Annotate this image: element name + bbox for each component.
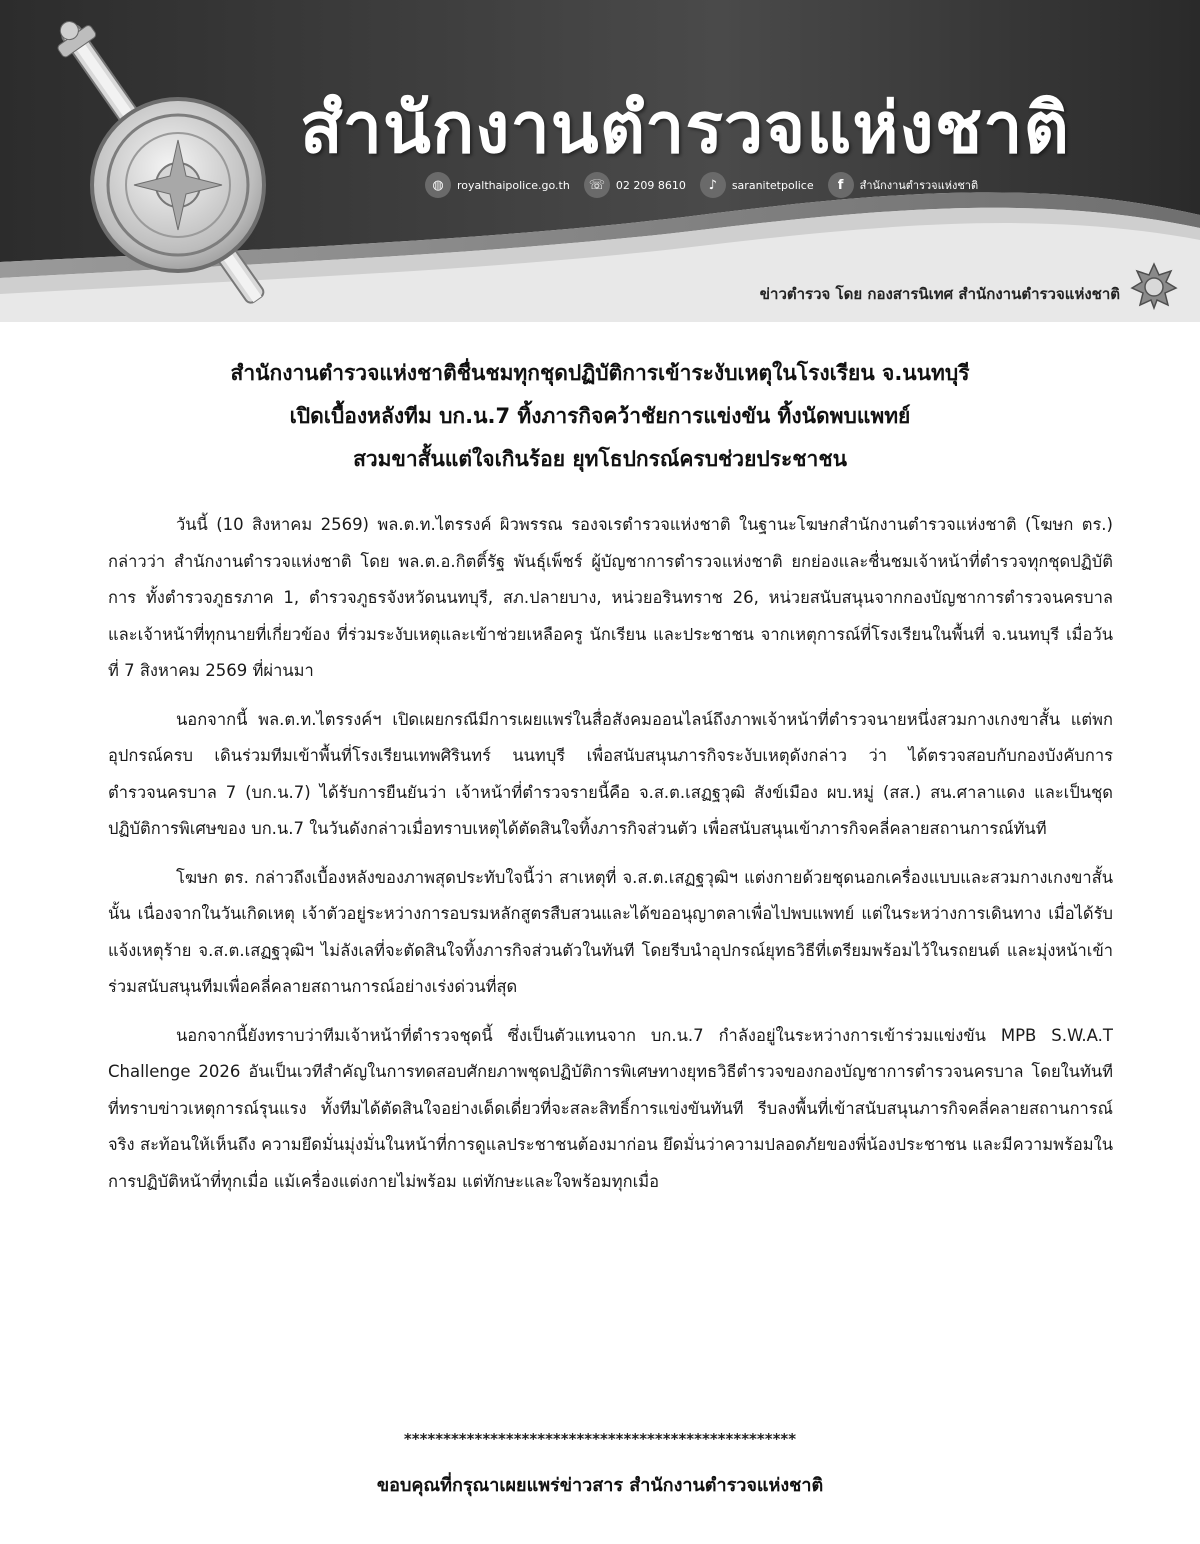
facebook-icon: f [828, 172, 854, 198]
contact-bar [425, 170, 978, 200]
closing-thanks: ขอบคุณที่กรุณาเผยแพร่ข่าวสาร สำนักงานตำรวจแห่งชาติ [376, 1475, 824, 1496]
letterhead-banner [0, 0, 1200, 322]
contact-phone[interactable] [584, 172, 686, 198]
police-seal-icon [0, 0, 320, 322]
contact-facebook[interactable] [828, 172, 979, 198]
phone-icon: ☏ [584, 172, 610, 198]
tiktok-icon: ♪ [700, 172, 726, 198]
section-divider: ************************************************** [403, 1430, 797, 1448]
contact-tiktok-text: saranitetpolice [731, 178, 814, 192]
contact-tiktok[interactable] [700, 172, 814, 198]
press-body [108, 507, 1113, 1212]
body-paragraph-4: นอกจากนี้ยังทราบว่าทีมเจ้าหน้าที่ตำรวจชุดนี้ ซึ่งเป็นตัวแทนจาก บก.น.7 กำลังอยู่ในระหว่างการเข้าร่วมแข่งขัน MPB S.W.A.T Challenge 2026 อันเป็นเวทีสำคัญในการทดสอบศักยภาพชุดปฏิบัติการพิเศษทางยุทธวิธีตำรวจของกองบัญชาการตำรวจนครบาล โดยในทันทีที่ทราบข่าวเหตุการณ์รุนแรง ทั้งทีมได้ตัดสินใจอย่างเด็ดเดี่ยวที่จะสละสิทธิ์การแข่งขันทันที รีบลงพื้นที่เข้าสนับสนุนภารกิจคลี่คลายสถานการณ์จริง สะท้อนให้เห็นถึง ความยึดมั่นมุ่งมั่นในหน้าที่การดูแลประชาชนต้องมาก่อน ยึดมั่นว่าความปลอดภัยของพี่น้องประชาชน และมีความพร้อมในการปฏิบัติหน้าที่ทุกเมื่อ แม้เครื่องแต่งกายไม่พร้อม แต่ทักษะและใจพร้อมทุกเมื่อ [108, 1025, 1113, 1191]
byline: ข่าวตำรวจ โดย กองสารนิเทศ สำนักงานตำรวจแห่งชาติ [759, 285, 1120, 303]
contact-website-text: royalthaipolice.go.th [457, 178, 570, 192]
police-badge-icon [1130, 262, 1178, 310]
body-paragraph-2: นอกจากนี้ พล.ต.ท.ไตรรงค์ฯ เปิดเผยกรณีมีการเผยแพร่ในสื่อสังคมออนไลน์ถึงภาพเจ้าหน้าที่ตำรวจนายหนึ่งสวมกางเกงขาสั้น แต่พกอุปกรณ์ครบ เดินร่วมทีมเข้าพื้นที่โรงเรียนเทพศิรินทร์ นนทบุรี เพื่อสนับสนุนภารกิจระงับเหตุดังกล่าว ว่า ได้ตรวจสอบกับกองบังคับการตำรวจนครบาล 7 (บก.น.7) ได้รับการยืนยันว่า เจ้าหน้าที่ตำรวจรายนี้คือ จ.ส.ต.เสฏฐวุฒิ สังข์เมือง ผบ.หมู่ (สส.) สน.ศาลาแดง และเป็นชุดปฏิบัติการพิเศษของ บก.น.7 ในวันดังกล่าวเมื่อทราบเหตุได้ตัดสินใจทิ้งภารกิจส่วนตัว เพื่อสนับสนุนเข้าภารกิจคลี่คลายสถานการณ์ทันที [108, 709, 1113, 838]
contact-facebook-text: สำนักงานตำรวจแห่งชาติ [859, 179, 979, 192]
headline-line-2: เปิดเบื้องหลังทีม บก.น.7 ทิ้งภารกิจคว้าชัยการแข่งขัน ทิ้งนัดพบแพทย์ [289, 404, 911, 428]
headline-line-3: สวมขาสั้นแต่ใจเกินร้อย ยุทโธปกรณ์ครบช่วยประชาชน [353, 447, 847, 471]
globe-icon: ◍ [425, 172, 451, 198]
press-headline [100, 352, 1100, 481]
body-paragraph-1: วันนี้ (10 สิงหาคม 2569) พล.ต.ท.ไตรรงค์ ผิวพรรณ รองจเรตำรวจแห่งชาติ ในฐานะโฆษกสำนักงานตำรวจแห่งชาติ (โฆษก ตร.) กล่าวว่า สำนักงานตำรวจแห่งชาติ โดย พล.ต.อ.กิตติ์รัฐ พันธุ์เพ็ชร์ ผู้บัญชาการตำรวจแห่งชาติ ยกย่องและชื่นชมเจ้าหน้าที่ตำรวจทุกชุดปฏิบัติการ ทั้งตำรวจภูธรภาค 1, ตำรวจภูธรจังหวัดนนทบุรี, สภ.ปลายบาง, หน่วยอรินทราช 26, หน่วยสนับสนุนจากกองบัญชาการตำรวจนครบาล และเจ้าหน้าที่ทุกนายที่เกี่ยวข้อง ที่ร่วมระงับเหตุและเข้าช่วยเหลือครู นักเรียน และประชาชน จากเหตุการณ์ที่โรงเรียนในพื้นที่ จ.นนทบุรี เมื่อวันที่ 7 สิงหาคม 2569 ที่ผ่านมา [108, 515, 1113, 680]
contact-phone-text: 02 209 8610 [615, 178, 686, 192]
body-paragraph-3: โฆษก ตร. กล่าวถึงเบื้องหลังของภาพสุดประทับใจนี้ว่า สาเหตุที่ จ.ส.ต.เสฏฐวุฒิฯ แต่งกายด้วยชุดนอกเครื่องแบบและสวมกางเกงขาสั้นนั้น เนื่องจากในวันเกิดเหตุ เจ้าตัวอยู่ระหว่างการอบรมหลักสูตรสืบสวนและได้ขออนุญาตลาเพื่อไปพบแพทย์ แต่ในระหว่างการเดินทาง เมื่อได้รับแจ้งเหตุร้าย จ.ส.ต.เสฏฐวุฒิฯ ไม่ลังเลที่จะตัดสินใจทิ้งภารกิจส่วนตัวในทันที โดยรีบนำอุปกรณ์ยุทธวิธีที่เตรียมพร้อมไว้ในรถยนต์ และมุ่งหน้าเข้าร่วมสนับสนุนทีมเพื่อคลี่คลายสถานการณ์อย่างเร่งด่วนที่สุด [108, 867, 1113, 996]
contact-website[interactable] [425, 172, 570, 198]
agency-title: สำนักงานตำรวจแห่งชาติ [300, 87, 1071, 169]
headline-line-1: สำนักงานตำรวจแห่งชาติชื่นชมทุกชุดปฏิบัติการเข้าระงับเหตุในโรงเรียน จ.นนทบุรี [230, 361, 970, 385]
